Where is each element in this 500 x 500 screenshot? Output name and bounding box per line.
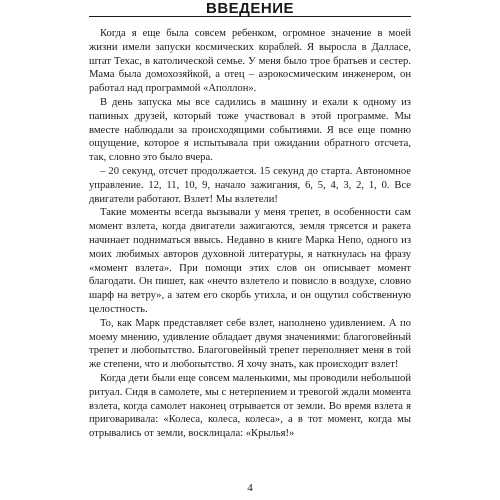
page-number: 4 — [247, 482, 253, 494]
chapter-header — [89, 0, 411, 17]
paragraph: Такие моменты всегда вызывали у меня трепет, в особенности сам момент взлета, когда двигатели зажигаются, земля трясется и ракета начинает подниматься ввысь. Недавно в книге Марка Непо, одного из моих любимых авторов духовной литературы, я наткнулась на фразу «момент взлета». При помощи этих слов он описывает момент благодати. Он пишет, как «нечто взлетело и повисло в воздухе, словно шарф на ветру», а затем его скорбь утихла, и он ощутил собственную целостность. — [89, 207, 411, 315]
paragraph: Когда я еще была совсем ребенком, огромное значение в моей жизни имели запуски космических кораблей. Я выросла в Далласе, штат Техас, в католической семье. У меня было трое братьев и сестер. Мама была домохозяйкой, а отец – аэрокосмическим инженером, он работал над программой «Аполлон». — [89, 28, 411, 95]
paragraph: Когда дети были еще совсем маленькими, мы проводили небольшой ритуал. Сидя в самолете, мы с нетерпением и тревогой ждали момента взлета, когда самолет наконец отрывается от земли. Во время взлета я приговаривала: «Колеса, колеса, колеса», а в тот момент, когда мы отрывались от земли, восклицала: «Крылья!» — [89, 372, 411, 440]
body-text — [89, 27, 411, 441]
paragraph: – 20 секунд, отсчет продолжается. 15 секунд до старта. Автономное управление. 12, 11, 10, 9, начало зажигания, 6, 5, 4, 3, 2, 1, 0. Все двигатели работают. Взлет! Мы взлетели! — [89, 165, 411, 205]
paragraph: В день запуска мы все садились в машину и ехали к одному из папиных друзей, который тоже участвовал в этой программе. Мы вместе наблюдали за происходящими событиями. Я все еще помню ощущение, которое я испытывала при ожидании обратного отсчета, так, словно это было вчера. — [89, 96, 411, 164]
paragraph: То, как Марк представляет себе взлет, наполнено удивлением. А по моему мнению, удивление обладает двумя значениями: благоговейный трепет и любопытство. Благоговейный трепет переполняет меня в той же степени, что и любопытство. Я хочу знать, как происходит взлет! — [89, 317, 411, 371]
chapter-title: ВВЕДЕНИЕ — [206, 0, 294, 17]
